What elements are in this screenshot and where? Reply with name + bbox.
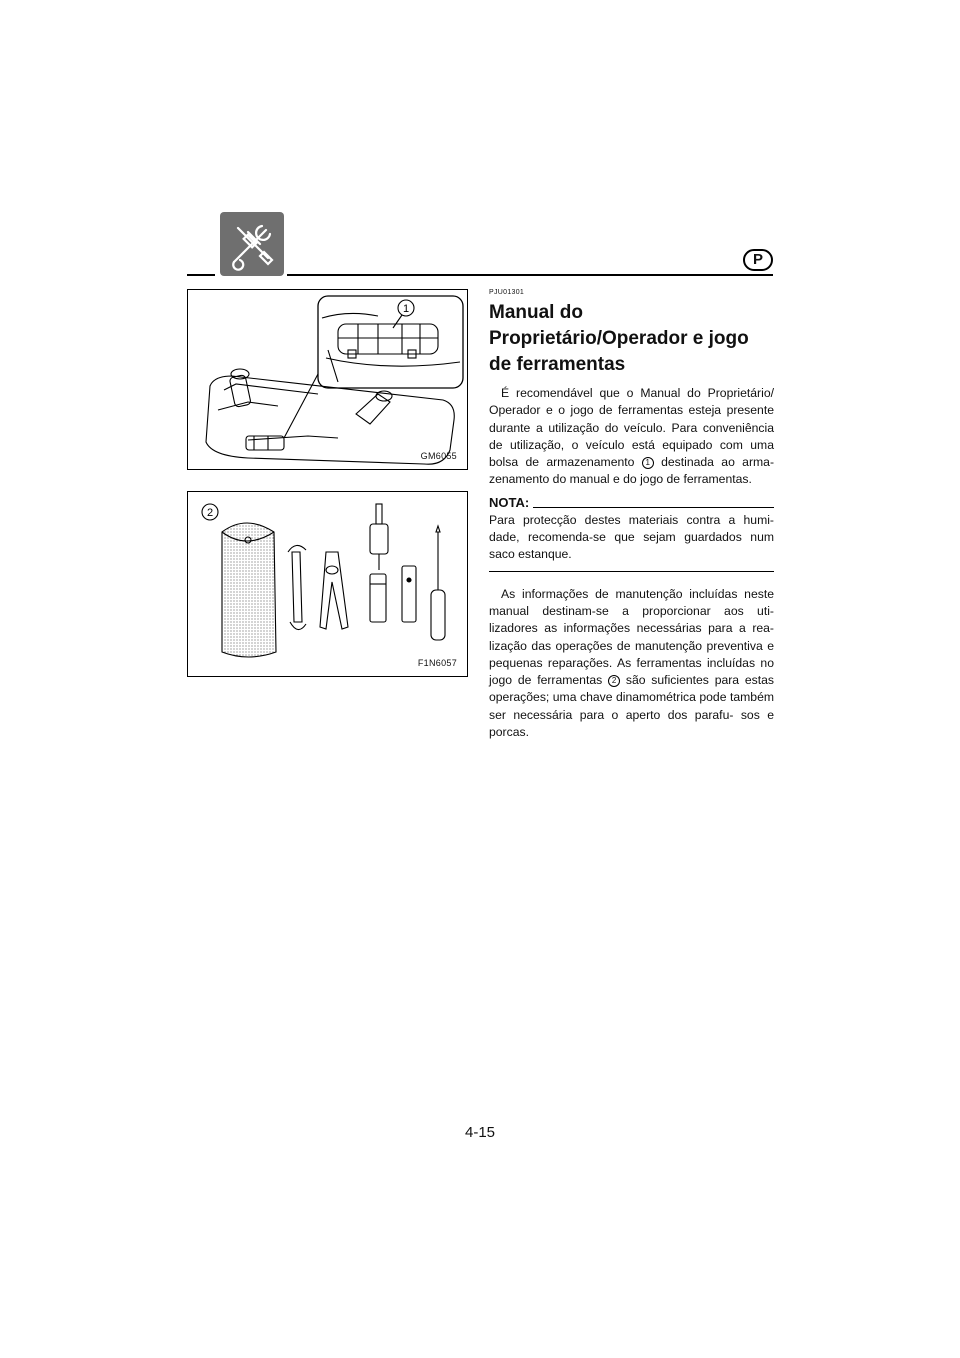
tool-kit-figure xyxy=(187,491,468,677)
document-code: PJU01301 xyxy=(489,289,525,296)
callout-1-label: 1 xyxy=(402,303,410,315)
paragraph-1-text-b: destinada ao arma- zenamento do manual e do jogo de ferramentas. xyxy=(489,455,775,487)
note-rule xyxy=(533,507,774,508)
reference-marker-2: 2 xyxy=(608,675,620,687)
paragraph-2 xyxy=(489,586,774,742)
paragraph-1 xyxy=(489,385,774,489)
figure-code: F1N6057 xyxy=(417,658,457,668)
header-rule-right xyxy=(287,274,773,276)
language-badge: P xyxy=(743,249,773,271)
section-title: Manual do Proprietário/Operador e jogo de ferramentas xyxy=(489,302,749,375)
page-number: 4-15 xyxy=(464,1124,496,1141)
tools-icon xyxy=(220,212,284,276)
paragraph-1-text-a: É recomendável que o Manual do Proprietário/ Operador e o jogo de ferramentas esteja presente durante a utilização do veículo. Para conveniência de utilização, o veículo está equipado com uma bolsa de armazenamento xyxy=(489,386,774,470)
reference-marker-1: 1 xyxy=(642,457,654,469)
note-text: Para protecção destes materiais contra a humi- dade, recomenda-se que sejam guardados num saco estanque. xyxy=(489,512,774,562)
callout-2-label: 2 xyxy=(206,507,214,519)
note-label: NOTA: xyxy=(489,494,530,510)
note-header xyxy=(489,495,774,510)
tool-kit-illustration xyxy=(188,492,469,678)
paragraph-2-text-b: são suficientes para estas operações; uma chave dinamométrica pode também ser necessária para o aperto dos parafu- sos e porcas. xyxy=(489,673,775,740)
paragraph-2-text-a: As informações de manutenção incluídas neste manual destinam-se a proporcionar aos uti- lizadores as informações necessárias para a rea- lização das operações de manutenção preventiva e pequenas reparações. As ferramentas incluídas no jogo de ferramentas xyxy=(489,586,774,688)
storage-pouch-illustration xyxy=(188,290,469,471)
header-rule-left xyxy=(187,274,215,276)
note-end-rule xyxy=(489,571,774,572)
storage-pouch-figure xyxy=(187,289,468,470)
figure-code: GM6055 xyxy=(420,451,457,461)
text-column xyxy=(489,289,774,741)
